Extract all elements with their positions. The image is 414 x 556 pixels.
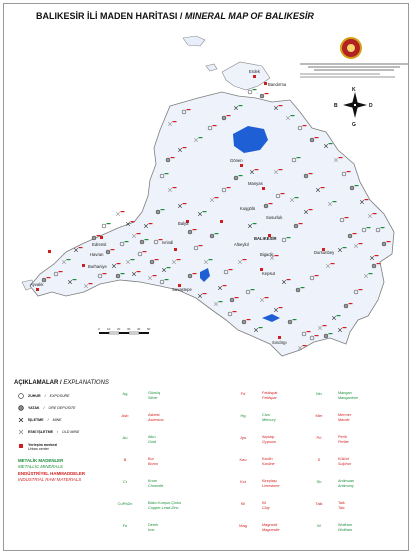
mineral-symbol: Jps: [239, 435, 247, 440]
mineral-code-mark: [293, 319, 297, 320]
deposit-marker: [116, 274, 120, 278]
mineral-code-mark: [171, 157, 175, 158]
city-havran: Havran: [90, 252, 104, 257]
city-manyas: Manyas: [248, 181, 263, 186]
old-mine-icon: [18, 429, 24, 435]
legend-old-mine: ESKİ İŞLETME / OLD MINE: [18, 429, 79, 435]
mineral-code-mark: [253, 89, 257, 90]
deposit-marker: [106, 250, 110, 254]
deposit-marker: [242, 320, 246, 324]
mineral-code-mark: [121, 273, 125, 274]
mineral-code-mark: [215, 233, 219, 234]
mineral-code-mark: [315, 137, 319, 138]
deposit-marker: [344, 304, 348, 308]
mineral-code-mark: [167, 267, 171, 268]
mineral-code-mark: [153, 275, 157, 276]
mineral-code-mark: [329, 143, 333, 144]
mineral-code-mark: [247, 319, 251, 320]
mineral-code-mark: [301, 287, 305, 288]
mineral-name: Perlit Perlite: [338, 435, 349, 444]
mineral-symbol: Cr: [122, 479, 128, 484]
mineral-code-mark: [279, 105, 283, 106]
kapidag-peninsula: [222, 62, 270, 90]
exposure-marker: [248, 90, 252, 94]
city-altieylul: Altıeylül: [234, 242, 249, 247]
mineral-code-mark: [183, 147, 187, 148]
mineral-code-mark: [239, 105, 243, 106]
mineral-code-mark: [343, 327, 347, 328]
deposit-icon: [18, 405, 24, 411]
city-dursunbey: Dursunbey: [314, 250, 335, 255]
old-mine-marker: [116, 212, 120, 216]
city-savastepe: Savaştepe: [172, 287, 192, 292]
mineral-code-mark: [315, 335, 319, 336]
svg-text:0: 0: [98, 327, 100, 331]
legend-title: AÇIKLAMALAR / EXPLANATIONS: [14, 380, 109, 386]
island-marmara: [183, 36, 205, 46]
city-burhaniye: Burhaniye: [88, 264, 107, 269]
mineral-code-mark: [203, 211, 207, 212]
mineral-code-mark: [177, 259, 181, 260]
mineral-code-mark: [137, 271, 141, 272]
mineral-code-mark: [333, 201, 337, 202]
mineral-code-mark: [227, 187, 231, 188]
mineral-code-mark: [287, 279, 291, 280]
mineral-code-mark: [365, 199, 369, 200]
mineral-symbol: Ag: [122, 391, 128, 396]
mineral-code-mark: [265, 93, 269, 94]
mineral-code-mark: [229, 269, 233, 270]
mineral-name: Bakır-Kurşun-Çinko Copper-Lead-Zinc: [148, 501, 182, 510]
mineral-code-mark: [353, 233, 357, 234]
mineral-code-mark: [287, 237, 291, 238]
deposit-marker: [42, 278, 46, 282]
mineral-name: Kükürt Sulphur: [338, 457, 352, 466]
mineral-code-mark: [369, 273, 373, 274]
legend-deposit: YATAK / ORE DEPOSITE: [18, 405, 75, 411]
mineral-name: Demir Iron: [148, 523, 159, 532]
mineral-code-mark: [187, 109, 191, 110]
deposit-marker: [260, 94, 264, 98]
mineral-code-mark: [349, 303, 353, 304]
mineral-name: Mangan Manganese: [338, 391, 358, 400]
mineral-symbol: Kct: [240, 479, 246, 484]
deposit-marker: [382, 242, 386, 246]
mineral-code-mark: [309, 209, 313, 210]
mineral-code-mark: [343, 247, 347, 248]
mineral-code-mark: [233, 311, 237, 312]
mineral-code-mark: [243, 259, 247, 260]
deposit-marker: [188, 230, 192, 234]
deposit-marker: [222, 116, 226, 120]
mineral-code-mark: [337, 315, 341, 316]
mineral-code-mark: [131, 221, 135, 222]
city-edremit: Edremit: [92, 242, 107, 247]
mineral-name: Kaolin Kaoline: [262, 457, 275, 466]
legend-urban: Yerleşim merkezi Urban center: [18, 443, 57, 451]
mineral-name: Krom Chromite: [148, 479, 164, 488]
mineral-code-mark: [265, 297, 269, 298]
mineral-name: Feldispat Feldspar: [262, 391, 278, 400]
mineral-code-mark: [111, 249, 115, 250]
exposure-marker: [102, 224, 106, 228]
mineral-code-mark: [347, 171, 351, 172]
mineral-code-mark: [165, 279, 169, 280]
mineral-symbol: Au: [122, 435, 128, 440]
mineral-code-mark: [269, 203, 273, 204]
mineral-code-mark: [307, 331, 311, 332]
mineral-name: Kil Clay: [262, 501, 270, 510]
mineral-code-mark: [103, 273, 107, 274]
mineral-code-mark: [223, 285, 227, 286]
mineral-symbol: Mer: [315, 413, 323, 418]
mineral-code-mark: [121, 211, 125, 212]
mineral-code-mark: [173, 121, 177, 122]
mineral-code-mark: [125, 241, 129, 242]
mineral-code-mark: [329, 333, 333, 334]
mineral-code-mark: [67, 259, 71, 260]
deposit-marker: [210, 234, 214, 238]
mineral-name: Alçıtaşı Gypsum: [262, 435, 277, 444]
deposit-marker: [230, 298, 234, 302]
compass-e: D: [369, 103, 373, 109]
mineral-code-mark: [239, 175, 243, 176]
mineral-code-mark: [303, 125, 307, 126]
mineral-code-mark: [199, 245, 203, 246]
mineral-symbol: Kao: [239, 457, 247, 462]
title-turkish: BALIKESİR İLİ MADEN HARİTASI: [36, 11, 178, 21]
legend-exposure: ZUHUR / EXPOSURE: [18, 393, 70, 399]
city-kusgolu: Kuşgölü: [240, 206, 256, 211]
mineral-code-mark: [279, 307, 283, 308]
mineral-code-mark: [137, 233, 141, 234]
mineral-name: Altın Gold: [148, 435, 157, 444]
svg-text:10: 10: [107, 327, 111, 331]
mineral-code-mark: [295, 197, 299, 198]
deposit-marker: [372, 264, 376, 268]
mineral-code-mark: [299, 223, 303, 224]
mineral-code-mark: [203, 293, 207, 294]
mineral-name: Mermer Marble: [338, 413, 352, 422]
province-outline: [30, 92, 394, 356]
mineral-name: Civa Mercury: [262, 413, 276, 422]
mineral-name: Magnezit Magnesite: [262, 523, 280, 532]
deposit-marker: [166, 158, 170, 162]
title-english: MINERAL MAP OF BALIKESİR: [184, 11, 314, 21]
mineral-code-mark: [47, 277, 51, 278]
mineral-code-mark: [355, 185, 359, 186]
mineral-symbol: Mag: [239, 523, 247, 528]
mineral-code-mark: [345, 217, 349, 218]
mineral-code-mark: [215, 197, 219, 198]
mineral-code-mark: [359, 289, 363, 290]
mineral-code-mark: [209, 259, 213, 260]
mineral-symbol: S: [317, 457, 321, 462]
city-ivrindi: Ivrindi: [162, 240, 174, 245]
mineral-code-mark: [297, 157, 301, 158]
mineral-code-mark: [165, 173, 169, 174]
mineral-code-mark: [107, 223, 111, 224]
city-gonen: Gönen: [230, 158, 243, 163]
legend-metallic: METALİK MADENLER METALLIC MINERALS: [18, 458, 64, 469]
mineral-symbol: Fe: [122, 523, 128, 528]
deposit-marker: [310, 138, 314, 142]
mineral-symbol: Hg: [240, 413, 246, 418]
mineral-symbol: B: [123, 457, 127, 462]
mineral-symbol: Prl: [316, 435, 322, 440]
deposit-marker: [234, 176, 238, 180]
mineral-code-mark: [375, 255, 379, 256]
mineral-code-mark: [377, 263, 381, 264]
deposit-marker: [92, 236, 96, 240]
deposit-marker: [150, 260, 154, 264]
mineral-code-mark: [251, 289, 255, 290]
mineral-code-mark: [323, 325, 327, 326]
mineral-code-mark: [219, 301, 223, 302]
city-bigadic: Bigadiç: [260, 252, 274, 257]
mineral-symbol: Kil: [240, 501, 246, 506]
mineral-code-mark: [149, 223, 153, 224]
mineral-code-mark: [259, 327, 263, 328]
mineral-code-mark: [303, 345, 307, 346]
mineral-code-mark: [235, 297, 239, 298]
mineral-code-mark: [89, 283, 93, 284]
mineral-name: Asbest Asbestos: [148, 413, 164, 422]
compass-n: K: [352, 87, 356, 93]
compass-s: G: [352, 122, 356, 128]
deposit-marker: [324, 334, 328, 338]
mineral-code-mark: [367, 227, 371, 228]
mineral-name: Kireçtaşı Limestone: [262, 479, 280, 488]
mineral-code-mark: [359, 243, 363, 244]
deposit-marker: [288, 320, 292, 324]
mineral-code-mark: [387, 241, 391, 242]
mineral-code-mark: [213, 125, 217, 126]
mine-icon: [18, 417, 24, 423]
deposit-marker: [294, 224, 298, 228]
mineral-code-mark: [59, 271, 63, 272]
mineral-code-mark: [183, 203, 187, 204]
deposit-marker: [264, 204, 268, 208]
mineral-code-mark: [381, 227, 385, 228]
mineral-code-mark: [173, 187, 177, 188]
city-sindirgi: Sındırgı: [272, 340, 287, 345]
mineral-name: Bor Boron: [148, 457, 159, 466]
mineral-symbol: Asb: [121, 413, 129, 418]
city-ayvalik: Ayvalık: [30, 282, 44, 287]
mineral-name: Talk Talc: [338, 501, 345, 510]
legend-industrial: ENDÜSTRİYEL HAMMADDELER INDUSTRIAL RAW MATERIALS: [18, 471, 85, 482]
mineral-code-mark: [309, 173, 313, 174]
mineral-symbol: Talk: [315, 501, 323, 506]
mineral-code-mark: [321, 187, 325, 188]
city-balikesir: BALIKESİR: [254, 236, 277, 241]
svg-text:20: 20: [117, 327, 121, 331]
mineral-symbol: Mn: [316, 391, 322, 396]
mineral-code-mark: [131, 259, 135, 260]
mineral-code-mark: [331, 263, 335, 264]
deposit-marker: [140, 240, 144, 244]
svg-text:40: 40: [137, 327, 141, 331]
svg-text:30: 30: [127, 327, 131, 331]
mineral-code-mark: [73, 279, 77, 280]
mineral-code-mark: [281, 193, 285, 194]
mineral-code-mark: [159, 239, 163, 240]
deposit-marker: [350, 186, 354, 190]
mineral-code-mark: [291, 115, 295, 116]
exposure-icon: [18, 393, 24, 399]
mineral-symbol: W: [317, 523, 321, 528]
mineral-symbol: Fd: [240, 391, 246, 396]
svg-text:50: 50: [147, 327, 151, 331]
city-kepsut: Kepsut: [262, 271, 276, 276]
map-title: BALIKESİR İLİ MADEN HARİTASI / MINERAL MAP OF BALIKESİR: [36, 11, 314, 21]
deposit-marker: [304, 174, 308, 178]
mineral-symbol: Sb: [316, 479, 322, 484]
mineral-code-mark: [97, 235, 101, 236]
mineral-code-mark: [199, 137, 203, 138]
mineral-code-mark: [155, 259, 159, 260]
legend-mine: İŞLETME / MINE: [18, 417, 62, 423]
mineral-name: Antimuan Antimony: [338, 479, 355, 488]
north-arrow: [334, 87, 373, 128]
mineral-name: Wolfram Wolfram: [338, 523, 353, 532]
mineral-code-mark: [143, 251, 147, 252]
compass-w: B: [334, 103, 338, 109]
city-susurluk: Susurluk: [266, 215, 283, 220]
mineral-code-mark: [227, 115, 231, 116]
deposit-marker: [296, 288, 300, 292]
mineral-code-mark: [315, 275, 319, 276]
mineral-code-mark: [193, 273, 197, 274]
scale-bar: [98, 327, 151, 334]
mineral-code-mark: [275, 255, 279, 256]
mineral-code-mark: [279, 169, 283, 170]
city-bandirma: Bandırma: [268, 82, 287, 87]
mineral-code-mark: [117, 263, 121, 264]
city-erdek: Erdek: [249, 69, 260, 74]
mineral-code-mark: [339, 157, 343, 158]
urban-center-icon: [18, 443, 24, 449]
mineral-code-mark: [373, 213, 377, 214]
mineral-symbol: CuPbZn: [117, 501, 133, 506]
city-balya: Balya: [178, 221, 189, 226]
mineral-code-mark: [253, 223, 257, 224]
mineral-code-mark: [193, 229, 197, 230]
mineral-code-mark: [161, 209, 165, 210]
island-avsa: [206, 64, 217, 71]
mineral-code-mark: [255, 169, 259, 170]
deposit-marker: [156, 210, 160, 214]
deposit-marker: [188, 274, 192, 278]
mineral-name: Gümüş Silver: [148, 391, 161, 400]
deposit-marker: [348, 234, 352, 238]
mineral-code-mark: [79, 247, 83, 248]
mineral-code-mark: [145, 239, 149, 240]
